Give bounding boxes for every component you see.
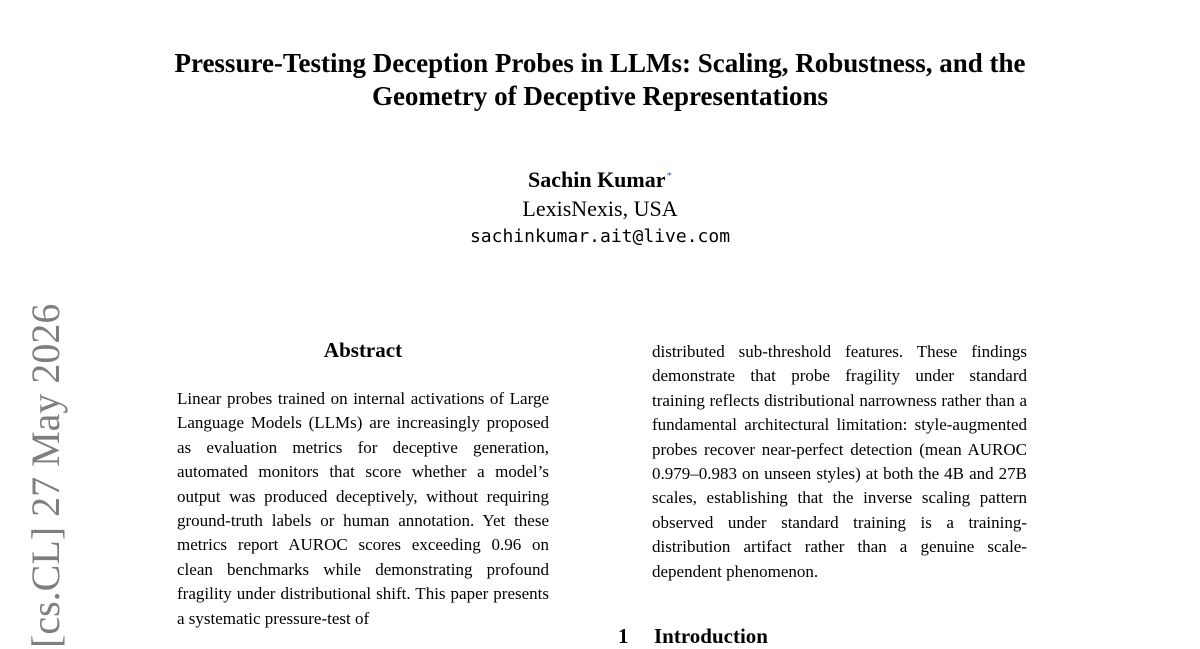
section-title: Introduction [654,624,768,648]
author-email: sachinkumar.ait@live.com [469,226,731,247]
author-name-text: Sachin Kumar [527,167,666,192]
right-column-text: distributed sub-threshold features. These findings demonstrate that probe fragility under standard training reflects distributional narrowness rather than a fundamental architectural limitation: style-augmented probes recover near-perfect detection (mean AUROC 0.979–0.983 on unseen styles) at both the 4B and 27B scales, establishing that the inverse scaling pattern observed under standard training is a training-distribution artifact rather than a genuine scale-dependent phenomenon. [652,342,1027,581]
title-line-2: Geometry of Deceptive Representations [371,81,829,111]
arxiv-stamp: [cs.CL] 27 May 2026 [23,303,68,648]
title-line-1: Pressure-Testing Deception Probes in LLMs: Scaling, Robustness, and the [174,48,1026,78]
section-heading-introduction [618,623,768,649]
section-number: 1 [618,624,629,648]
author-name [300,162,900,194]
author-block [300,162,900,251]
paper-title [100,47,1100,113]
abstract-heading: Abstract [323,338,403,362]
author-affiliation: LexisNexis, USA [522,196,678,221]
author-footnote-link[interactable]: * [666,170,673,182]
abstract-body: Linear probes trained on internal activations of Large Language Models (LLMs) are increasingly proposed as evaluation metrics for deceptive generation, automated monitors that score whether a model’s output was produced deceptively, without requiring ground-truth labels or human annotation. Yet these metrics report AUROC scores exceeding 0.96 on clean benchmarks while demonstrating profound fragility under distributional shift. This paper presents a systematic pressure-test of [177,389,549,628]
